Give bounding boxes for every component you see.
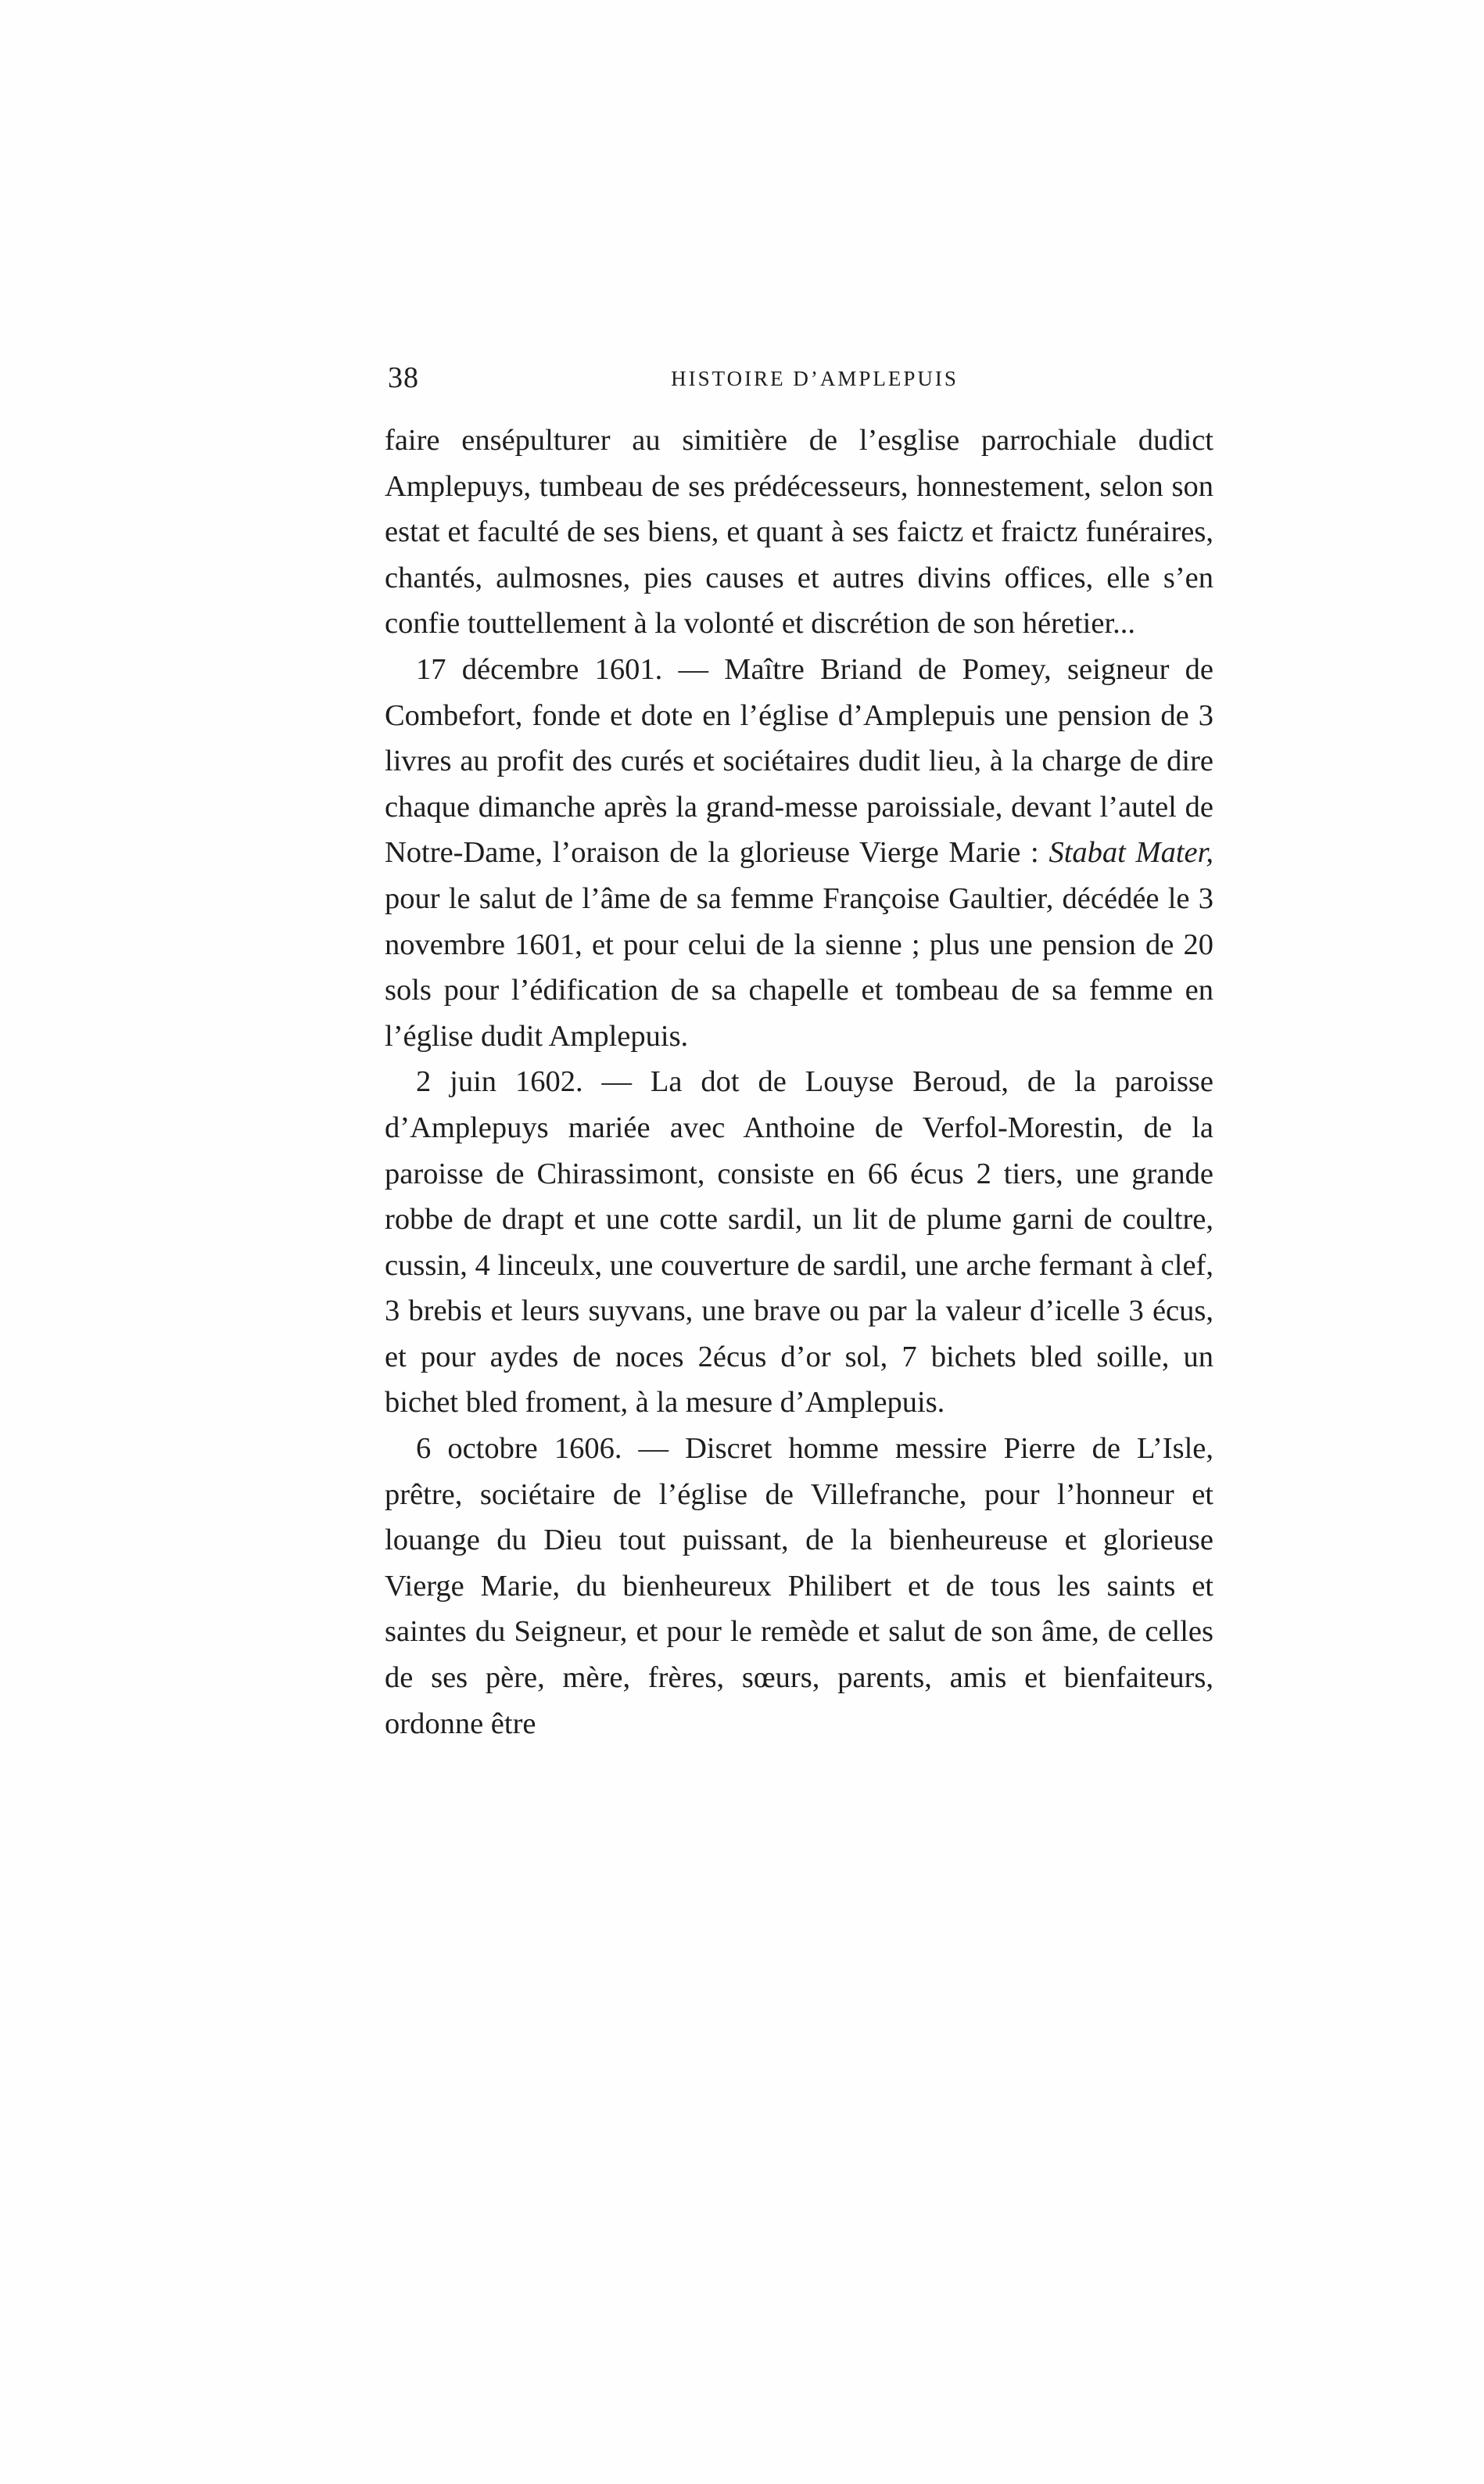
page-number: 38	[388, 361, 419, 394]
paragraph-1601-text-before: 17 décembre 1601. — Maître Briand de Pomey, seigneur de Combefort, fonde et dote en l’église d’Amplepuis une pension de 3 livres au profit des curés et sociétaires dudit lieu, à la charge de dire chaque dimanche après la grand-messe paroissiale, devant l’autel de Notre-Dame, l’oraison de la glorieuse Vierge Marie :	[385, 652, 1213, 870]
paragraph-1601-italic-title: Stabat Mater,	[1048, 836, 1213, 870]
paragraph-1606: 6 octobre 1606. — Discret homme messire Pierre de L’Isle, prêtre, sociétaire de l’église de Villefranche, pour l’honneur et louange du Dieu tout puissant, de la bienheureuse et glorieuse Vierge Marie, du bienheureux Philibert et de tous les saints et saintes du Seigneur, et pour le remède et salut de son âme, de celles de ses père, mère, frères, sœurs, parents, amis et bienfaiteurs, ordonne être	[385, 1432, 1213, 1740]
paragraph-1602: 2 juin 1602. — La dot de Louyse Beroud, de la paroisse d’Amplepuys mariée avec Anthoine de Verfol-Morestin, de la paroisse de Chirassimont, consiste en 66 écus 2 tiers, une grande robbe de drapt et une cotte sardil, un lit de plume garni de coultre, cussin, 4 linceulx, une couverture de sardil, une arche fermant à clef, 3 brebis et leurs suyvans, une brave ou par la valeur d’icelle 3 écus, et pour aydes de noces 2écus d’or sol, 7 bichets bled soille, un bichet bled froment, à la mesure d’Amplepuis.	[385, 1065, 1213, 1420]
running-title: HISTOIRE D’AMPLEPUIS	[671, 367, 959, 390]
paragraph-continuation: faire ensépulturer au simitière de l’esglise parrochiale dudict Amplepuys, tumbeau de ses prédécesseurs, honnestement, selon son estat et faculté de ses biens, et quant à ses faictz et fraictz funéraires, chantés, aulmosnes, pies causes et autres divins offices, elle s’en confie touttellement à la volonté et discrétion de son héretier...	[385, 424, 1213, 641]
paragraph-1601	[385, 647, 1213, 1059]
paragraph-1601-text-after: pour le salut de l’âme de sa femme Françoise Gaultier, décédée le 3 novembre 1601, et pour celui de la sienne ; plus une pension de 20 sols pour l’édification de sa chapelle et tombeau de sa femme en l’église dudit Amplepuis.	[385, 881, 1213, 1053]
running-head	[388, 358, 1218, 397]
body-text	[385, 418, 1213, 1746]
